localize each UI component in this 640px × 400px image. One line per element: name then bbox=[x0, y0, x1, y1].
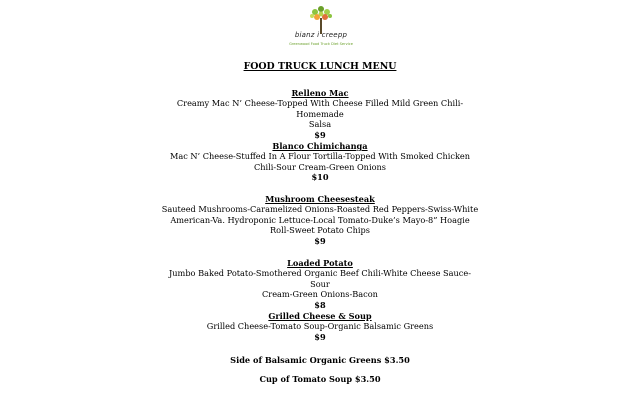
desc-line: Chili-Sour Cream-Green Onions bbox=[254, 161, 386, 172]
desc-line: Jumbo Baked Potato-Smothered Organic Beef Chili-White Cheese Sauce-Sour bbox=[169, 268, 471, 289]
logo-tagline: Greenwood Food Truck Diet Service bbox=[289, 42, 353, 46]
item-price: $9 bbox=[314, 235, 326, 246]
item-name: Grilled Cheese & Soup bbox=[268, 311, 372, 321]
item-description bbox=[160, 98, 480, 129]
item-name: Mushroom Cheesesteak bbox=[265, 194, 375, 204]
item-price: $9 bbox=[314, 129, 326, 140]
item-name: Loaded Potato bbox=[287, 258, 353, 268]
side-item: Cup of Tomato Soup $3.50 bbox=[259, 374, 381, 384]
menu-item bbox=[160, 88, 480, 140]
item-price: $10 bbox=[311, 172, 329, 183]
desc-line: Cream-Green Onions-Bacon bbox=[262, 289, 378, 300]
desc-line: Creamy Mac N’ Cheese-Topped With Cheese Filled Mild Green Chili-Homemade bbox=[176, 98, 464, 119]
item-description bbox=[160, 204, 480, 235]
menu-item bbox=[160, 194, 480, 246]
menu-item bbox=[160, 311, 480, 342]
menu-title: FOOD TRUCK LUNCH MENU bbox=[243, 61, 397, 72]
item-description bbox=[160, 151, 480, 172]
desc-line: Grilled Cheese-Tomato Soup-Organic Balsamic Greens bbox=[206, 321, 434, 332]
desc-line: Roll-Sweet Potato Chips bbox=[270, 225, 370, 236]
item-name: Blanco Chimichanga bbox=[272, 141, 368, 151]
tree-logo-icon bbox=[307, 4, 335, 34]
item-name: Relleno Mac bbox=[291, 88, 349, 98]
brand-logo bbox=[281, 4, 361, 50]
desc-line: Salsa bbox=[308, 119, 332, 130]
item-price: $9 bbox=[314, 331, 326, 342]
menu-item bbox=[160, 141, 480, 183]
item-description bbox=[160, 321, 480, 331]
desc-line: Sauteed Mushrooms-Caramelized Onions-Roasted Red Peppers-Swiss-White bbox=[161, 204, 479, 215]
side-item: Side of Balsamic Organic Greens $3.50 bbox=[230, 355, 410, 365]
logo-name: bianz i creepp bbox=[294, 31, 348, 39]
menu-item bbox=[160, 258, 480, 310]
item-price: $8 bbox=[314, 299, 326, 310]
desc-line: Mac N’ Cheese-Stuffed In A Flour Tortilla-Topped With Smoked Chicken bbox=[169, 151, 471, 162]
item-description bbox=[160, 268, 480, 299]
desc-line: American-Va. Hydroponic Lettuce-Local Tomato-Duke’s Mayo-8” Hoagie bbox=[170, 214, 470, 225]
